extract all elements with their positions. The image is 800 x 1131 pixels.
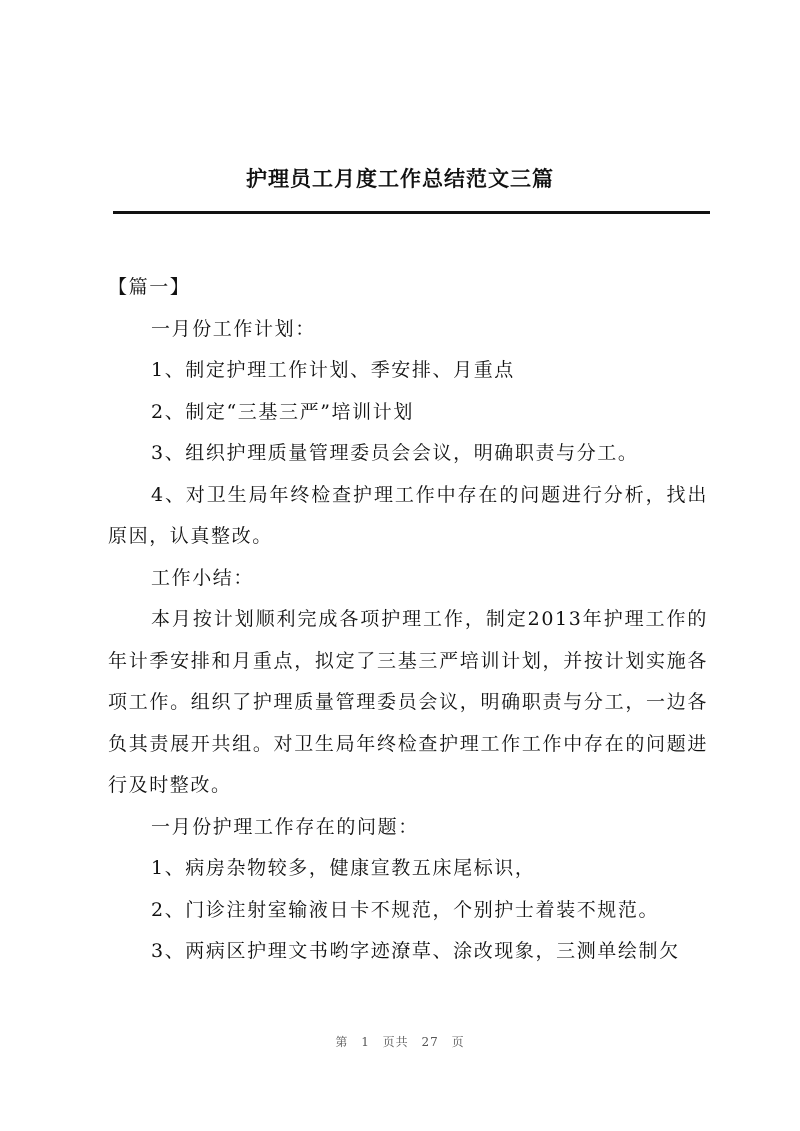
document-body [108, 267, 708, 973]
paragraph: 1、病房杂物较多，健康宣教五床尾标识， [151, 857, 536, 879]
paragraph: 1、制定护理工作计划、季安排、月重点 [151, 359, 515, 381]
paragraph: 2、制定“三基三严”培训计划 [151, 400, 414, 423]
paragraph: 2、门诊注射室输液日卡不规范，个别护士着装不规范。 [151, 898, 660, 921]
paragraph: 3、两病区护理文书哟字迹潦草、涂改现象，三测单绘制欠 [151, 940, 680, 962]
document-title: 护理员工月度工作总结范文三篇 [246, 167, 554, 191]
paragraph: 本月按计划顺利完成各项护理工作，制定2013年护理工作的年计季安排和月重点，拟定了三基三严培训计划，并按计划实施各项工作。组织了护理质量管理委员会议，明确职责与分工，一边各负其责展开共组。对卫生局年终检查护理工作工作中存在的问题进行及时整改。 [108, 608, 708, 796]
paragraph: 一月份工作计划： [151, 317, 316, 340]
paragraph: 【篇一】 [108, 276, 191, 298]
paragraph: 4、对卫生局年终检查护理工作中存在的问题进行分析，找出原因，认真整改。 [108, 483, 708, 547]
paragraph: 工作小结： [151, 566, 255, 589]
paragraph: 一月份护理工作存在的问题： [151, 815, 419, 838]
title-divider [113, 211, 710, 214]
page-number-footer: 第 1 页共 27 页 [335, 1035, 465, 1049]
paragraph: 3、组织护理质量管理委员会会议，明确职责与分工。 [151, 442, 639, 464]
